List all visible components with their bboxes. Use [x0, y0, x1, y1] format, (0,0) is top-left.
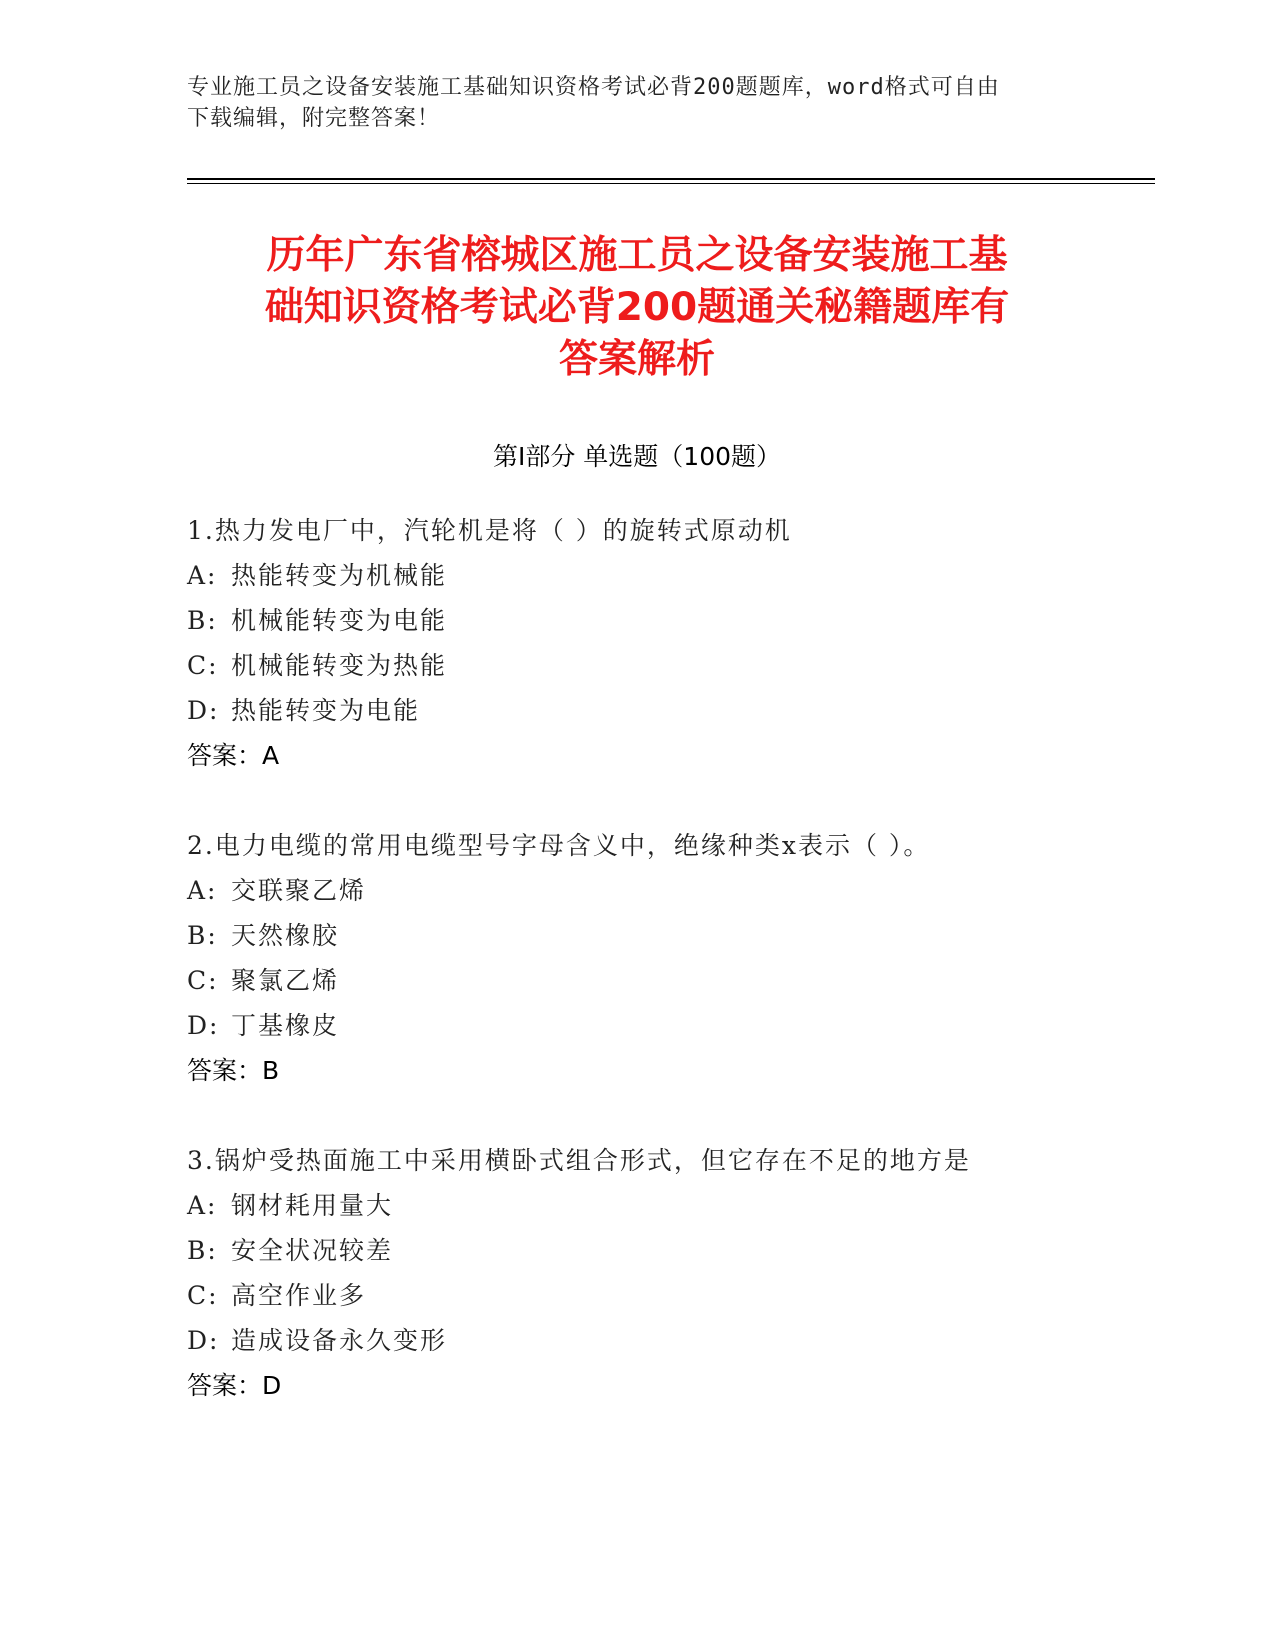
option-a — [187, 868, 1155, 913]
option-d — [187, 1003, 1155, 1048]
document-title-line-3: 答案解析 — [558, 337, 715, 382]
header-rule-thin — [187, 183, 1155, 184]
option-letter: C: — [187, 651, 219, 680]
option-text: 机械能转变为热能 — [231, 651, 448, 680]
option-b — [187, 913, 1155, 958]
question-stem: 3.锅炉受热面施工中采用横卧式组合形式，但它存在不足的地方是 — [187, 1146, 971, 1175]
option-letter: D: — [187, 1011, 220, 1040]
option-a — [187, 1183, 1155, 1228]
option-text: 热能转变为机械能 — [231, 561, 448, 590]
option-letter: C: — [187, 966, 219, 995]
option-letter: C: — [187, 1281, 219, 1310]
question-2 — [187, 823, 1155, 1093]
question-stem: 1.热力发电厂中，汽轮机是将（ ）的旋转式原动机 — [187, 516, 792, 545]
option-d — [187, 1318, 1155, 1363]
document-title-line-2: 础知识资格考试必背200题通关秘籍题库有 — [264, 285, 1010, 330]
option-b — [187, 1228, 1155, 1273]
option-text: 聚氯乙烯 — [231, 966, 340, 995]
option-text: 交联聚乙烯 — [231, 876, 367, 905]
section-heading: 第Ⅰ部分 单选题（100题） — [492, 442, 782, 471]
option-letter: A: — [187, 561, 218, 590]
document-title — [187, 230, 1087, 386]
option-text: 丁基橡皮 — [231, 1011, 340, 1040]
answer-label: 答案：A — [187, 741, 280, 770]
option-b — [187, 598, 1155, 643]
option-a — [187, 553, 1155, 598]
question-stem: 2.电力电缆的常用电缆型号字母含义中，绝缘种类x表示（ ）。 — [187, 831, 931, 860]
option-c — [187, 1273, 1155, 1318]
header-note — [187, 72, 1087, 134]
option-letter: B: — [187, 1236, 218, 1265]
header-rule-thick — [187, 178, 1155, 180]
answer-label: 答案：D — [187, 1371, 282, 1400]
option-text: 高空作业多 — [231, 1281, 367, 1310]
option-c — [187, 643, 1155, 688]
option-letter: B: — [187, 606, 218, 635]
question-3 — [187, 1138, 1155, 1408]
header-note-line-2: 下载编辑，附完整答案！ — [187, 106, 441, 131]
option-letter: A: — [187, 1191, 218, 1220]
option-text: 安全状况较差 — [231, 1236, 394, 1265]
option-text: 天然橡胶 — [231, 921, 340, 950]
answer-label: 答案：B — [187, 1056, 280, 1085]
option-text: 钢材耗用量大 — [231, 1191, 394, 1220]
document-title-line-1: 历年广东省榕城区施工员之设备安装施工基 — [266, 233, 1008, 278]
option-letter: B: — [187, 921, 218, 950]
header-note-line-1: 专业施工员之设备安装施工基础知识资格考试必背200题题库，word格式可自由 — [187, 75, 1000, 100]
option-d — [187, 688, 1155, 733]
option-text: 热能转变为电能 — [231, 696, 421, 725]
question-1 — [187, 508, 1155, 778]
option-text: 造成设备永久变形 — [231, 1326, 448, 1355]
option-c — [187, 958, 1155, 1003]
option-text: 机械能转变为电能 — [231, 606, 448, 635]
option-letter: D: — [187, 696, 220, 725]
option-letter: A: — [187, 876, 218, 905]
option-letter: D: — [187, 1326, 220, 1355]
